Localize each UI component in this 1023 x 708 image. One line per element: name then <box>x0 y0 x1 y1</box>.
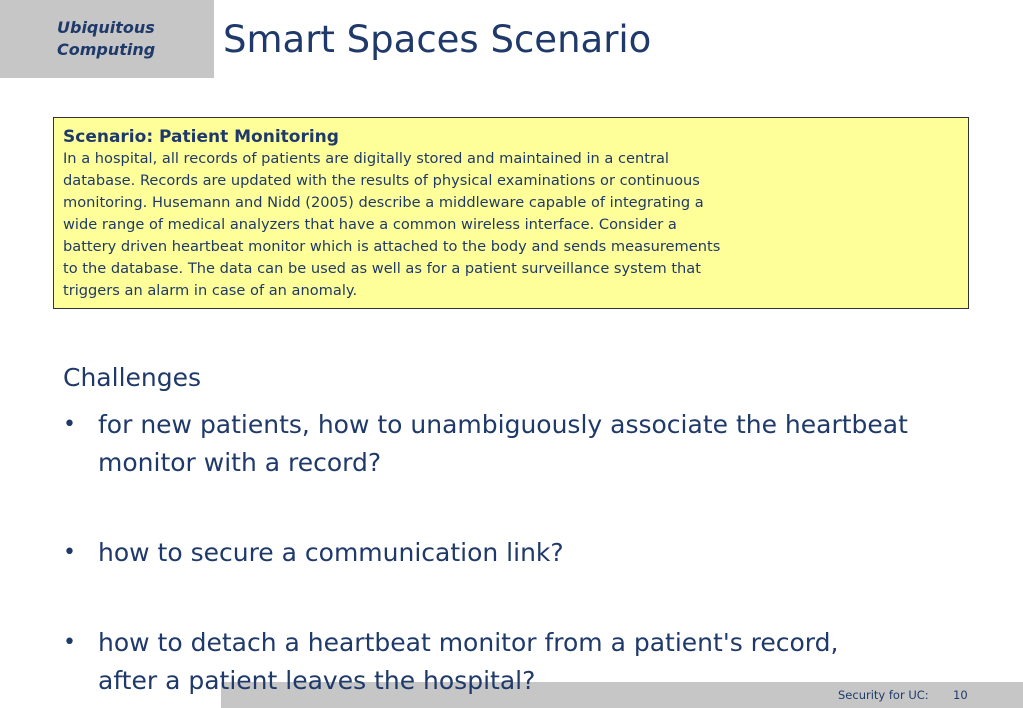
challenge-text-line: how to secure a communication link? <box>98 538 564 567</box>
scenario-text-line: In a hospital, all records of patients are digitally stored and maintained in a central <box>63 150 669 167</box>
scenario-text-line: battery driven heartbeat monitor which is attached to the body and sends measurements <box>63 238 721 255</box>
scenario-title: Scenario: Patient Monitoring <box>63 127 339 147</box>
footer-label: Security for UC: <box>838 688 929 702</box>
challenge-text <box>98 406 908 482</box>
challenges-heading: Challenges <box>63 363 202 392</box>
challenge-text-line: for new patients, how to unambiguously associate the heartbeat <box>98 410 908 439</box>
course-label-line2: Computing <box>57 40 156 59</box>
challenge-text-line: monitor with a record? <box>98 448 382 477</box>
scenario-box <box>53 117 969 309</box>
page-number: 10 <box>953 688 968 702</box>
scenario-text-line: database. Records are updated with the results of physical examinations or continuous <box>63 172 700 189</box>
challenge-text <box>98 534 564 572</box>
scenario-text-line: triggers an alarm in case of an anomaly. <box>63 282 358 299</box>
bullet-icon: • <box>63 540 76 565</box>
challenge-text-line: how to detach a heartbeat monitor from a patient's record, <box>98 628 839 657</box>
challenge-text <box>98 624 838 700</box>
slide-title: Smart Spaces Scenario <box>223 18 652 61</box>
scenario-text-line: monitoring. Husemann and Nidd (2005) describe a middleware capable of integrating a <box>63 194 704 211</box>
course-label-line1: Ubiquitous <box>57 18 155 37</box>
challenge-text-line: after a patient leaves the hospital? <box>98 666 536 695</box>
course-label <box>57 17 155 61</box>
scenario-text-line: wide range of medical analyzers that have a common wireless interface. Consider a <box>63 216 677 233</box>
bullet-icon: • <box>63 412 76 437</box>
scenario-text-line: to the database. The data can be used as well as for a patient surveillance system that <box>63 260 701 277</box>
bullet-icon: • <box>63 630 76 655</box>
